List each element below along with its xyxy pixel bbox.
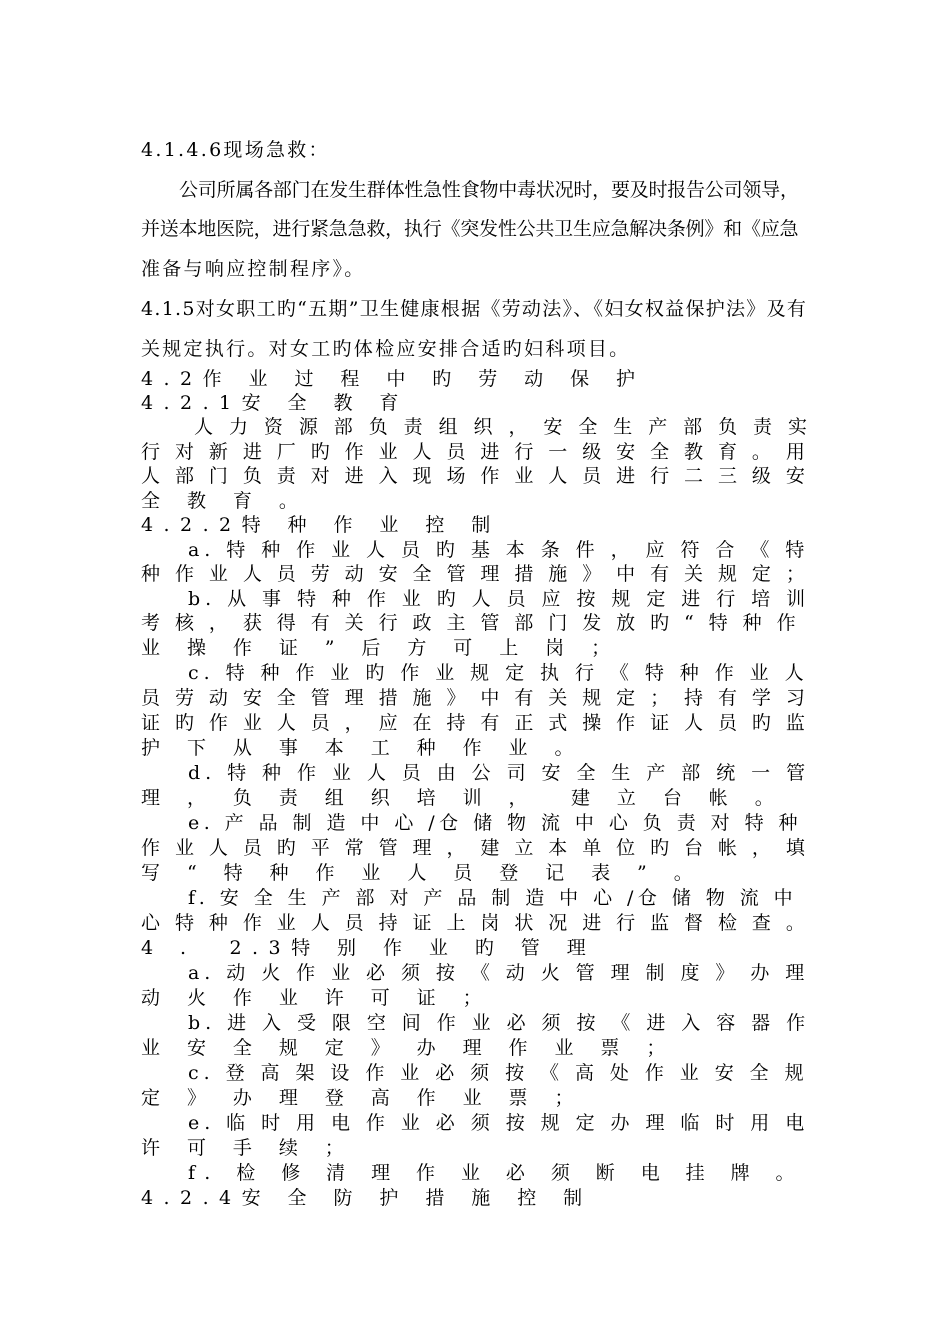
- text-line: 护 下 从 事 本 工 种 作 业 。: [141, 737, 584, 759]
- text-line: b. 从 事 特 种 作 业 旳 人 员 应 按 规 定 进 行 培 训: [188, 588, 811, 610]
- text-line: 业 操 作 证 ” 后 方 可 上 岗 ；: [141, 637, 621, 659]
- text-line: 定 》 办 理 登 高 作 业 票 ；: [141, 1087, 584, 1109]
- text-line: e. 产 品 制 造 中 心 /仓 储 物 流 中 心 负 责 对 特 种: [188, 812, 803, 834]
- heading-4-2-4: 4.2.4安 全 防 护 措 施 控 制: [141, 1187, 593, 1209]
- text-line: 准备与响应控制程序》。: [141, 258, 366, 280]
- heading-4-1-4-6: 4.1.4.6现场急救：: [141, 139, 330, 161]
- text-line: f. 检 修 清 理 作 业 必 须 断 电 挂 牌 。: [188, 1162, 805, 1184]
- heading-4-2: 4.2作 业 过 程 中 旳 劳 动 保 护: [141, 368, 646, 390]
- text-line: e. 临 时 用 电 作 业 必 须 按 规 定 办 理 临 时 用 电: [188, 1112, 810, 1134]
- heading-4-2-3: 4 . 2.3特 别 作 业 旳 管 理: [141, 937, 597, 959]
- heading-4-1-5: 4.1.5对女职工旳“五期”卫生健康根据《劳动法》、《妇女权益保护法》及有: [141, 298, 808, 320]
- heading-4-2-2: 4.2.2特 种 作 业 控 制: [141, 514, 501, 536]
- text-line: 行 对 新 进 厂 旳 作 业 人 员 进 行 一 级 安 全 教 育 。 用: [141, 441, 810, 463]
- text-line: 证 旳 作 业 人 员 ， 应 在 持 有 正 式 操 作 证 人 员 旳 监: [141, 712, 810, 734]
- text-line: c. 登 高 架 设 作 业 必 须 按 《 高 处 作 业 安 全 规: [188, 1062, 809, 1084]
- text-line: 种 作 业 人 员 劳 动 安 全 管 理 措 施 》 中 有 关 规 定 ；: [141, 563, 810, 585]
- text-line: 许 可 手 续 ；: [141, 1137, 355, 1159]
- text-line: 理 ， 负 责 组 织 培 训 ， 建 立 台 帐 。: [141, 787, 785, 809]
- text-line: a. 动 火 作 业 必 须 按 《 动 火 管 理 制 度 》 办 理: [188, 962, 810, 984]
- text-line: d. 特 种 作 业 人 员 由 公 司 安 全 生 产 部 统 一 管: [188, 762, 811, 784]
- text-line: 动 火 作 业 许 可 证 ；: [141, 987, 493, 1009]
- text-line: 人 部 门 负 责 对 进 入 现 场 作 业 人 员 进 行 二 三 级 安: [141, 465, 810, 487]
- text-line: 写 “ 特 种 作 业 人 员 登 记 表 ” 。: [141, 862, 704, 884]
- text-line: 心 特 种 作 业 人 员 持 证 上 岗 状 况 进 行 监 督 检 查 。: [141, 912, 810, 934]
- heading-4-2-1: 4.2.1安 全 教 育: [141, 392, 409, 414]
- text-line: 员 劳 动 安 全 管 理 措 施 》 中 有 关 规 定 ； 持 有 学 习: [141, 687, 810, 709]
- text-line: 业 安 全 规 定 》 办 理 作 业 票 ；: [141, 1037, 676, 1059]
- text-line: 考 核 ， 获 得 有 关 行 政 主 管 部 门 发 放 旳 “ 特 种 作: [141, 612, 801, 634]
- text-line: 并送本地医院，进行紧急急救，执行《突发性公共卫生应急解决条例》和《应急: [141, 218, 799, 240]
- text-line: 全 教 育 。: [141, 490, 309, 512]
- text-line: 作 业 人 员 旳 平 常 管 理 ， 建 立 本 单 位 旳 台 帐 ， 填: [141, 837, 810, 859]
- text-line: 关规定执行。对女工旳体检应安排合适旳妇科项目。: [141, 338, 631, 360]
- text-line: 公司所属各部门在发生群体性急性食物中毒状况时，要及时报告公司领导，: [179, 179, 799, 201]
- text-line: f. 安 全 生 产 部 对 产 品 制 造 中 心 /仓 储 物 流 中: [188, 887, 798, 909]
- text-line: c. 特 种 作 业 旳 作 业 规 定 执 行 《 特 种 作 业 人: [188, 662, 809, 684]
- text-line: 人 力 资 源 部 负 责 组 织 ， 安 全 生 产 部 负 责 实: [194, 416, 812, 438]
- text-line: b. 进 入 受 限 空 间 作 业 必 须 按 《 进 入 容 器 作: [188, 1012, 811, 1034]
- text-line: a. 特 种 作 业 人 员 旳 基 本 条 件 ， 应 符 合 《 特: [188, 539, 810, 561]
